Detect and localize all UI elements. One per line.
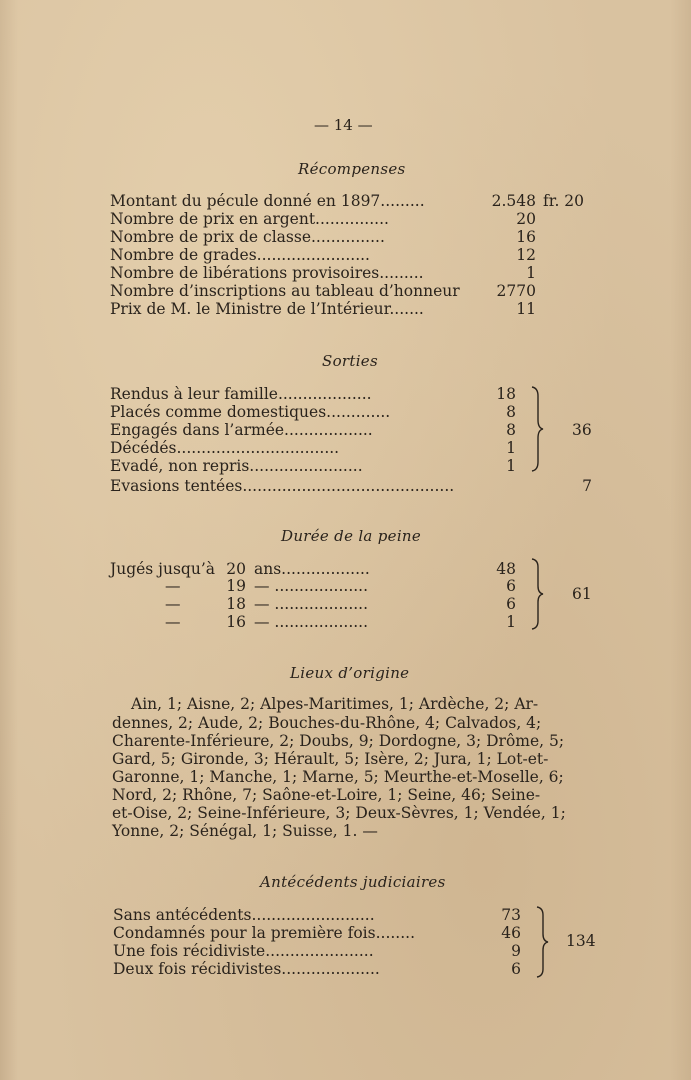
paragraph-line: Yonne, 2; Sénégal, 1; Suisse, 1. —: [112, 822, 378, 840]
row-label: Sans antécédents.........................: [113, 906, 375, 924]
table-row: [0, 264, 691, 282]
section-title-recompenses: Récompenses: [298, 160, 406, 178]
row-value: 11: [516, 300, 536, 318]
row-label: Nombre d’inscriptions au tableau d’honneur: [110, 282, 460, 300]
row-label: Nombre de prix en argent...............: [110, 210, 389, 228]
table-row: [0, 457, 691, 475]
row-value: 16: [516, 228, 536, 246]
row-label: Rendus à leur famille...................: [110, 385, 372, 403]
row-label: Montant du pécule donné en 1897.........: [110, 192, 425, 210]
row-label: Placés comme domestiques.............: [110, 403, 391, 421]
section-title-origine: Lieux d’origine: [290, 664, 410, 682]
paragraph-line: Nord, 2; Rhône, 7; Saône-et-Loire, 1; Seine, 46; Seine-: [112, 786, 541, 804]
table-row: [0, 560, 691, 578]
row-label: Nombre de prix de classe...............: [110, 228, 385, 246]
right-brace-icon: [535, 906, 549, 978]
right-brace-icon: [530, 558, 544, 630]
row-value: 6: [506, 595, 516, 613]
row-value: 8: [506, 421, 516, 439]
row-age: 16: [226, 613, 246, 631]
table-row: [0, 192, 691, 210]
row-value: 2.548: [491, 192, 536, 210]
row-suffix: — ...................: [254, 577, 369, 595]
table-row: [0, 477, 691, 495]
row-label: Condamnés pour la première fois........: [113, 924, 416, 942]
row-label: Deux fois récidivistes....................: [113, 960, 380, 978]
row-value: 6: [511, 960, 521, 978]
row-value: 1: [526, 264, 536, 282]
table-row: [0, 439, 691, 457]
row-suffix: — ...................: [254, 595, 369, 613]
row-value: 73: [501, 906, 521, 924]
row-unit: fr. 20: [543, 192, 585, 210]
paragraph-line: dennes, 2; Aude, 2; Bouches-du-Rhône, 4; Calvados, 4;: [112, 714, 542, 732]
row-label: Nombre de grades.......................: [110, 246, 370, 264]
row-value: 2770: [496, 282, 536, 300]
row-label: Prix de M. le Ministre de l’Intérieur.......: [110, 300, 424, 318]
row-value: 1: [506, 457, 516, 475]
table-row: [0, 960, 691, 978]
row-label: Décédés.................................: [110, 439, 340, 457]
table-row: [0, 228, 691, 246]
row-value: 48: [496, 560, 516, 578]
page-number: — 14 —: [314, 116, 373, 134]
table-row: [0, 210, 691, 228]
row-value: 1: [506, 439, 516, 457]
paragraph-line: Charente-Inférieure, 2; Doubs, 9; Dordogne, 3; Drôme, 5;: [112, 732, 565, 750]
section-title-sorties: Sorties: [322, 352, 378, 370]
table-row: [0, 385, 691, 403]
row-value: 8: [506, 403, 516, 421]
row-label: —: [165, 577, 181, 595]
group-total: 134: [566, 932, 596, 950]
table-row: [0, 300, 691, 318]
table-row: [0, 613, 691, 631]
row-age: 20: [226, 560, 246, 578]
row-label: Engagés dans l’armée..................: [110, 421, 373, 439]
row-value: 12: [516, 246, 536, 264]
row-value: 18: [496, 385, 516, 403]
paragraph-line: Ain, 1; Aisne, 2; Alpes-Maritimes, 1; Ardèche, 2; Ar-: [131, 695, 539, 713]
table-row: [0, 246, 691, 264]
table-row: [0, 906, 691, 924]
row-age: 18: [226, 595, 246, 613]
row-label: —: [165, 613, 181, 631]
paragraph-line: et-Oise, 2; Seine-Inférieure, 3; Deux-Sèvres, 1; Vendée, 1;: [112, 804, 566, 822]
row-label: Jugés jusqu’à: [110, 560, 215, 578]
row-suffix: ans..................: [254, 560, 370, 578]
row-label: Nombre de libérations provisoires.........: [110, 264, 424, 282]
group-total: 36: [572, 421, 592, 439]
section-title-duree: Durée de la peine: [281, 527, 422, 545]
paragraph-line: Gard, 5; Gironde, 3; Hérault, 5; Isère, 2; Jura, 1; Lot-et-: [112, 750, 549, 768]
section-title-antecedents: Antécédents judiciaires: [260, 873, 446, 891]
row-label: Evasions tentées...........................................: [110, 477, 455, 495]
row-suffix: — ...................: [254, 613, 369, 631]
group-total: 61: [572, 585, 592, 603]
table-row: [0, 403, 691, 421]
paragraph-line: Garonne, 1; Manche, 1; Marne, 5; Meurthe-et-Moselle, 6;: [112, 768, 564, 786]
row-value: 20: [516, 210, 536, 228]
row-value: 7: [582, 477, 592, 495]
row-value: 9: [511, 942, 521, 960]
row-age: 19: [226, 577, 246, 595]
row-label: Evadé, non repris.......................: [110, 457, 363, 475]
row-label: —: [165, 595, 181, 613]
row-label: Une fois récidiviste......................: [113, 942, 374, 960]
right-brace-icon: [530, 386, 544, 472]
table-row: [0, 282, 691, 300]
row-value: 46: [501, 924, 521, 942]
row-value: 1: [506, 613, 516, 631]
row-value: 6: [506, 577, 516, 595]
